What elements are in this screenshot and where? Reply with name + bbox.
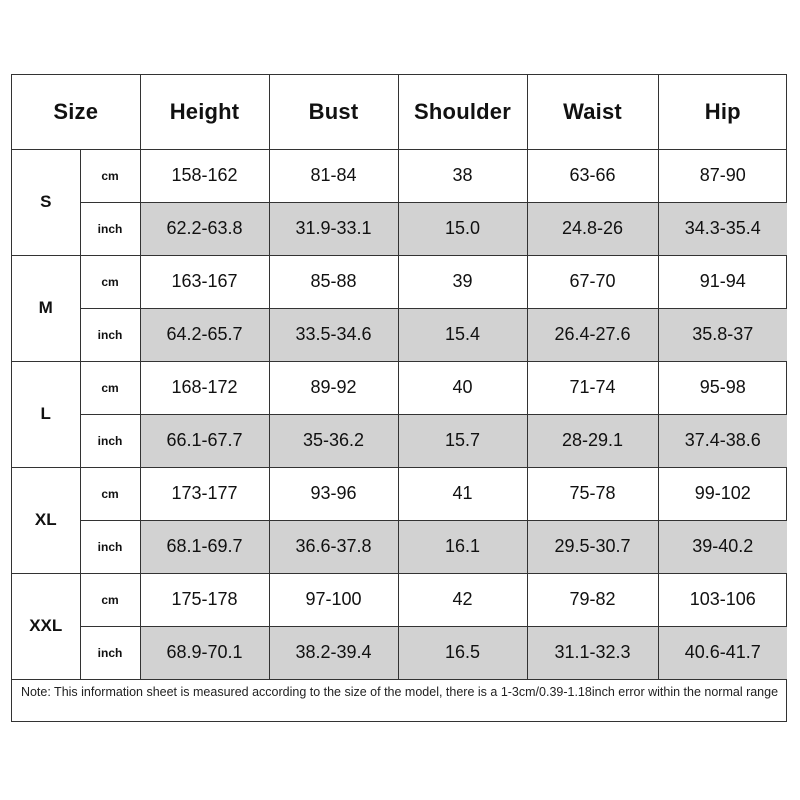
waist-value: 71-74: [527, 361, 658, 414]
header-height: Height: [140, 75, 269, 149]
table-row: [12, 626, 787, 679]
header-row: [12, 75, 787, 149]
waist-value: 75-78: [527, 467, 658, 520]
table-row: [12, 520, 787, 573]
waist-value: 26.4-27.6: [527, 308, 658, 361]
bust-value: 33.5-34.6: [269, 308, 398, 361]
header-hip: Hip: [658, 75, 787, 149]
size-label: L: [12, 361, 80, 467]
hip-value: 91-94: [658, 255, 787, 308]
bust-value: 36.6-37.8: [269, 520, 398, 573]
height-value: 168-172: [140, 361, 269, 414]
unit-label: cm: [80, 361, 140, 414]
shoulder-value: 42: [398, 573, 527, 626]
unit-label: cm: [80, 573, 140, 626]
header-size: Size: [12, 75, 140, 149]
bust-value: 89-92: [269, 361, 398, 414]
size-label: XL: [12, 467, 80, 573]
unit-label: cm: [80, 255, 140, 308]
shoulder-value: 40: [398, 361, 527, 414]
hip-value: 103-106: [658, 573, 787, 626]
header-waist: Waist: [527, 75, 658, 149]
header-bust: Bust: [269, 75, 398, 149]
waist-value: 67-70: [527, 255, 658, 308]
unit-label: cm: [80, 467, 140, 520]
waist-value: 29.5-30.7: [527, 520, 658, 573]
size-label: S: [12, 149, 80, 255]
hip-value: 34.3-35.4: [658, 202, 787, 255]
hip-value: 99-102: [658, 467, 787, 520]
table-row: [12, 202, 787, 255]
hip-value: 95-98: [658, 361, 787, 414]
height-value: 68.1-69.7: [140, 520, 269, 573]
unit-label: inch: [80, 414, 140, 467]
hip-value: 40.6-41.7: [658, 626, 787, 679]
waist-value: 28-29.1: [527, 414, 658, 467]
bust-value: 93-96: [269, 467, 398, 520]
table-row: [12, 149, 787, 202]
table-row: [12, 414, 787, 467]
hip-value: 39-40.2: [658, 520, 787, 573]
unit-label: inch: [80, 202, 140, 255]
shoulder-value: 41: [398, 467, 527, 520]
table-row: [12, 255, 787, 308]
shoulder-value: 38: [398, 149, 527, 202]
size-chart-sheet: [11, 74, 787, 722]
bust-value: 97-100: [269, 573, 398, 626]
bust-value: 38.2-39.4: [269, 626, 398, 679]
size-chart-table: [12, 75, 787, 680]
bust-value: 31.9-33.1: [269, 202, 398, 255]
unit-label: inch: [80, 520, 140, 573]
waist-value: 79-82: [527, 573, 658, 626]
height-value: 175-178: [140, 573, 269, 626]
header-shoulder: Shoulder: [398, 75, 527, 149]
bust-value: 81-84: [269, 149, 398, 202]
hip-value: 87-90: [658, 149, 787, 202]
shoulder-value: 15.0: [398, 202, 527, 255]
waist-value: 24.8-26: [527, 202, 658, 255]
height-value: 173-177: [140, 467, 269, 520]
height-value: 62.2-63.8: [140, 202, 269, 255]
hip-value: 37.4-38.6: [658, 414, 787, 467]
measurement-note: Note: This information sheet is measured according to the size of the model, there is a 1-3cm/0.39-1.18inch error within the normal range: [20, 685, 779, 699]
table-row: [12, 361, 787, 414]
table-row: [12, 573, 787, 626]
hip-value: 35.8-37: [658, 308, 787, 361]
height-value: 158-162: [140, 149, 269, 202]
height-value: 68.9-70.1: [140, 626, 269, 679]
shoulder-value: 15.7: [398, 414, 527, 467]
height-value: 66.1-67.7: [140, 414, 269, 467]
bust-value: 85-88: [269, 255, 398, 308]
size-label: M: [12, 255, 80, 361]
unit-label: inch: [80, 626, 140, 679]
height-value: 64.2-65.7: [140, 308, 269, 361]
shoulder-value: 39: [398, 255, 527, 308]
unit-label: inch: [80, 308, 140, 361]
shoulder-value: 16.1: [398, 520, 527, 573]
table-row: [12, 467, 787, 520]
height-value: 163-167: [140, 255, 269, 308]
waist-value: 63-66: [527, 149, 658, 202]
size-label: XXL: [12, 573, 80, 679]
bust-value: 35-36.2: [269, 414, 398, 467]
shoulder-value: 16.5: [398, 626, 527, 679]
shoulder-value: 15.4: [398, 308, 527, 361]
unit-label: cm: [80, 149, 140, 202]
table-row: [12, 308, 787, 361]
waist-value: 31.1-32.3: [527, 626, 658, 679]
